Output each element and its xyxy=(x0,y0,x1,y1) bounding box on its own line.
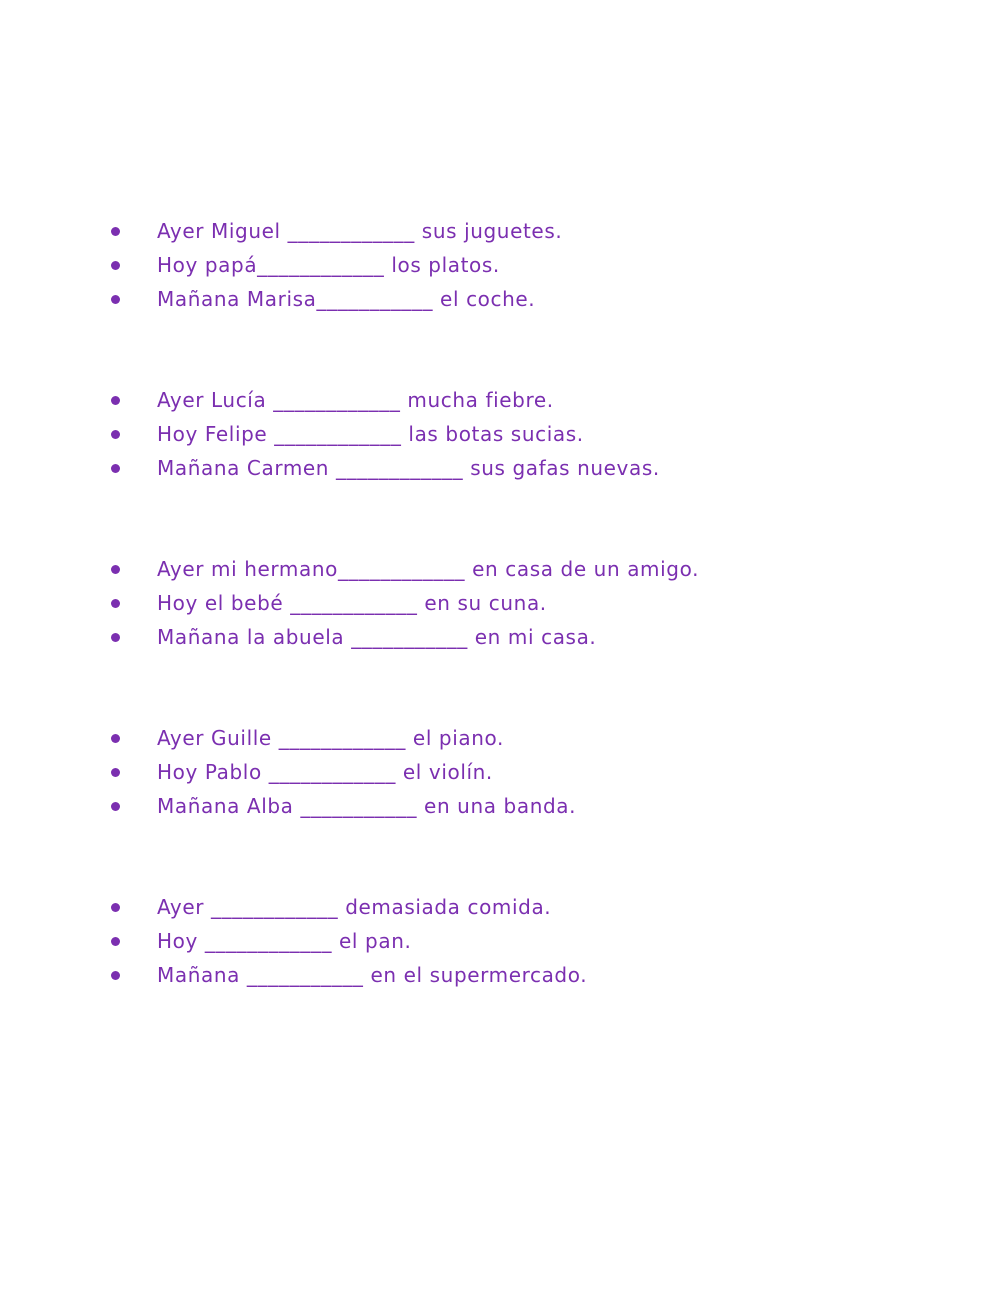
sentence-item xyxy=(0,924,1000,958)
bullet-icon xyxy=(111,802,120,811)
sentence-text: Hoy Pablo ____________ el violín. xyxy=(157,760,493,784)
bullet-icon xyxy=(111,261,120,270)
sentence-text: Hoy Felipe ____________ las botas sucias. xyxy=(157,422,584,446)
sentence-text: Ayer ____________ demasiada comida. xyxy=(157,895,552,919)
sentence-item xyxy=(0,620,1000,654)
sentence-item xyxy=(0,282,1000,316)
bullet-icon xyxy=(111,396,120,405)
sentence-text: Ayer Miguel ____________ sus juguetes. xyxy=(157,219,563,243)
sentence-item xyxy=(0,552,1000,586)
sentence-item xyxy=(0,248,1000,282)
bullet-icon xyxy=(111,971,120,980)
sentence-item xyxy=(0,214,1000,248)
sentence-item xyxy=(0,417,1000,451)
bullet-icon xyxy=(111,768,120,777)
bullet-icon xyxy=(111,430,120,439)
sentence-text: Hoy ____________ el pan. xyxy=(157,929,412,953)
sentence-text: Hoy papá____________ los platos. xyxy=(157,253,500,277)
bullet-icon xyxy=(111,599,120,608)
sentence-text: Hoy el bebé ____________ en su cuna. xyxy=(157,591,547,615)
sentence-text: Mañana Marisa___________ el coche. xyxy=(157,287,536,311)
sentence-item xyxy=(0,586,1000,620)
bullet-icon xyxy=(111,903,120,912)
sentence-text: Mañana la abuela ___________ en mi casa. xyxy=(157,625,597,649)
sentence-text: Mañana Carmen ____________ sus gafas nuevas. xyxy=(157,456,660,480)
sentence-text: Mañana ___________ en el supermercado. xyxy=(157,963,588,987)
bullet-icon xyxy=(111,565,120,574)
sentence-text: Ayer Guille ____________ el piano. xyxy=(157,726,504,750)
sentence-text: Ayer mi hermano____________ en casa de un amigo. xyxy=(157,557,700,581)
sentence-text: Mañana Alba ___________ en una banda. xyxy=(157,794,577,818)
sentence-item xyxy=(0,451,1000,485)
bullet-icon xyxy=(111,937,120,946)
bullet-icon xyxy=(111,633,120,642)
bullet-icon xyxy=(111,464,120,473)
sentence-item xyxy=(0,890,1000,924)
sentence-item xyxy=(0,958,1000,992)
bullet-icon xyxy=(111,295,120,304)
sentence-item xyxy=(0,755,1000,789)
bullet-icon xyxy=(111,227,120,236)
sentence-item xyxy=(0,789,1000,823)
bullet-icon xyxy=(111,734,120,743)
sentence-item xyxy=(0,721,1000,755)
sentence-text: Ayer Lucía ____________ mucha fiebre. xyxy=(157,388,554,412)
sentence-item xyxy=(0,383,1000,417)
